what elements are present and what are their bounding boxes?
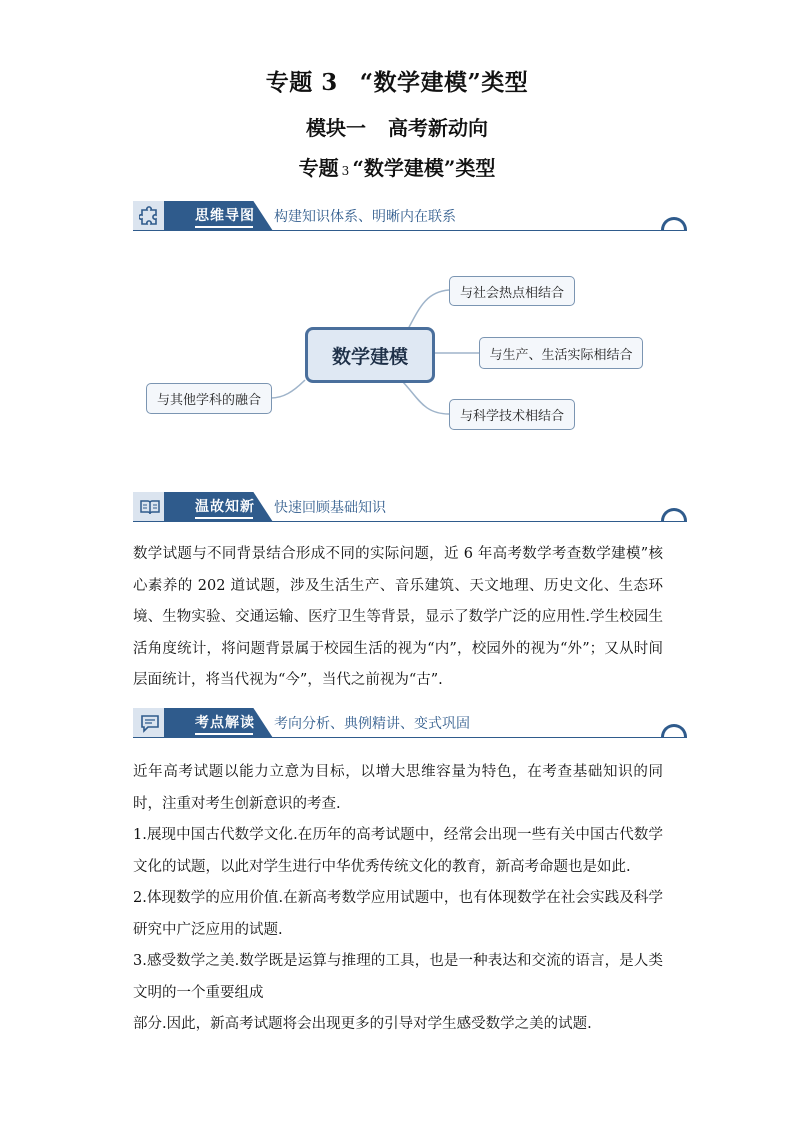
review-text: 数学试题与不同背景结合形成不同的实际问题，近 6 年高考数学考查数学建模”核心素养的 202 道试题，涉及生活生产、音乐建筑、天文地理、历史文化、生态环境、生物实验、交通运输、医疗卫生等背景，显示了数学广泛的应用性.学生校园生活角度统计，将问题背景属于校园生活的视为“内”，校园外的视为“外”；又从时间层面统计，将当代视为“今”，当代之前视为“古”. bbox=[133, 546, 663, 688]
branch-production-life: 与生产、生活实际相结合 bbox=[479, 337, 643, 369]
section-label: 思维导图 bbox=[195, 208, 255, 224]
main-title-suffix: “数学建模”类型 bbox=[359, 69, 529, 96]
section-subtitle: 快速回顾基础知识 bbox=[274, 500, 386, 516]
mind-map bbox=[133, 262, 673, 452]
module-title bbox=[0, 112, 794, 141]
analysis-point-3-continued: 部分.因此，新高考试题将会出现更多的引导对学生感受数学之美的试题. bbox=[133, 1016, 592, 1032]
section-header-review bbox=[133, 492, 687, 522]
analysis-point-3: 3.感受数学之美.数学既是运算与推理的工具，也是一种表达和交流的语言，是人类文明的一个重要组成 bbox=[133, 953, 663, 1001]
book-icon bbox=[139, 496, 161, 518]
section-subtitle: 构建知识体系、明晰内在联系 bbox=[274, 209, 456, 225]
review-paragraph bbox=[133, 539, 663, 697]
main-title-prefix: 专题 3 bbox=[265, 69, 338, 96]
branch-science-technology: 与科学技术相结合 bbox=[449, 399, 575, 430]
analysis-point-2: 2.体现数学的应用价值.在新高考数学应用试题中，也有体现数学在社会实践及科学研究中广泛应用的试题. bbox=[133, 890, 663, 938]
section-subtitle: 考向分析、典例精讲、变式巩固 bbox=[274, 716, 470, 732]
main-title bbox=[0, 64, 794, 97]
module-title-prefix: 模块一 bbox=[306, 116, 366, 140]
connector-subjects bbox=[271, 380, 305, 398]
analysis-intro: 近年高考试题以能力立意为目标，以增大思维容量为特色，在考查基础知识的同时，注重对考生创新意识的考查. bbox=[133, 764, 663, 812]
connector-science bbox=[401, 380, 449, 414]
section-header-analysis bbox=[133, 708, 687, 738]
analysis-paragraphs bbox=[133, 757, 663, 1041]
branch-social-hotspot: 与社会热点相结合 bbox=[449, 276, 575, 306]
section-header-mindmap bbox=[133, 201, 687, 231]
section-label: 温故知新 bbox=[195, 499, 255, 515]
puzzle-icon bbox=[139, 205, 161, 227]
analysis-point-1: 1.展现中国古代数学文化.在历年的高考试题中，经常会出现一些有关中国古代数学文化的试题，以此对学生进行中华优秀传统文化的教育，新高考命题也是如此. bbox=[133, 827, 663, 875]
branch-other-subjects: 与其他学科的融合 bbox=[146, 383, 272, 414]
sub-title-number: 3 bbox=[341, 164, 350, 178]
sub-title-prefix: 专题 bbox=[298, 156, 339, 180]
chat-icon bbox=[139, 712, 161, 734]
section-label: 考点解读 bbox=[195, 715, 255, 731]
mind-map-center: 数学建模 bbox=[305, 327, 435, 383]
module-title-suffix: 高考新动向 bbox=[388, 116, 488, 140]
sub-title bbox=[0, 152, 794, 181]
sub-title-suffix: “数学建模”类型 bbox=[352, 156, 496, 180]
